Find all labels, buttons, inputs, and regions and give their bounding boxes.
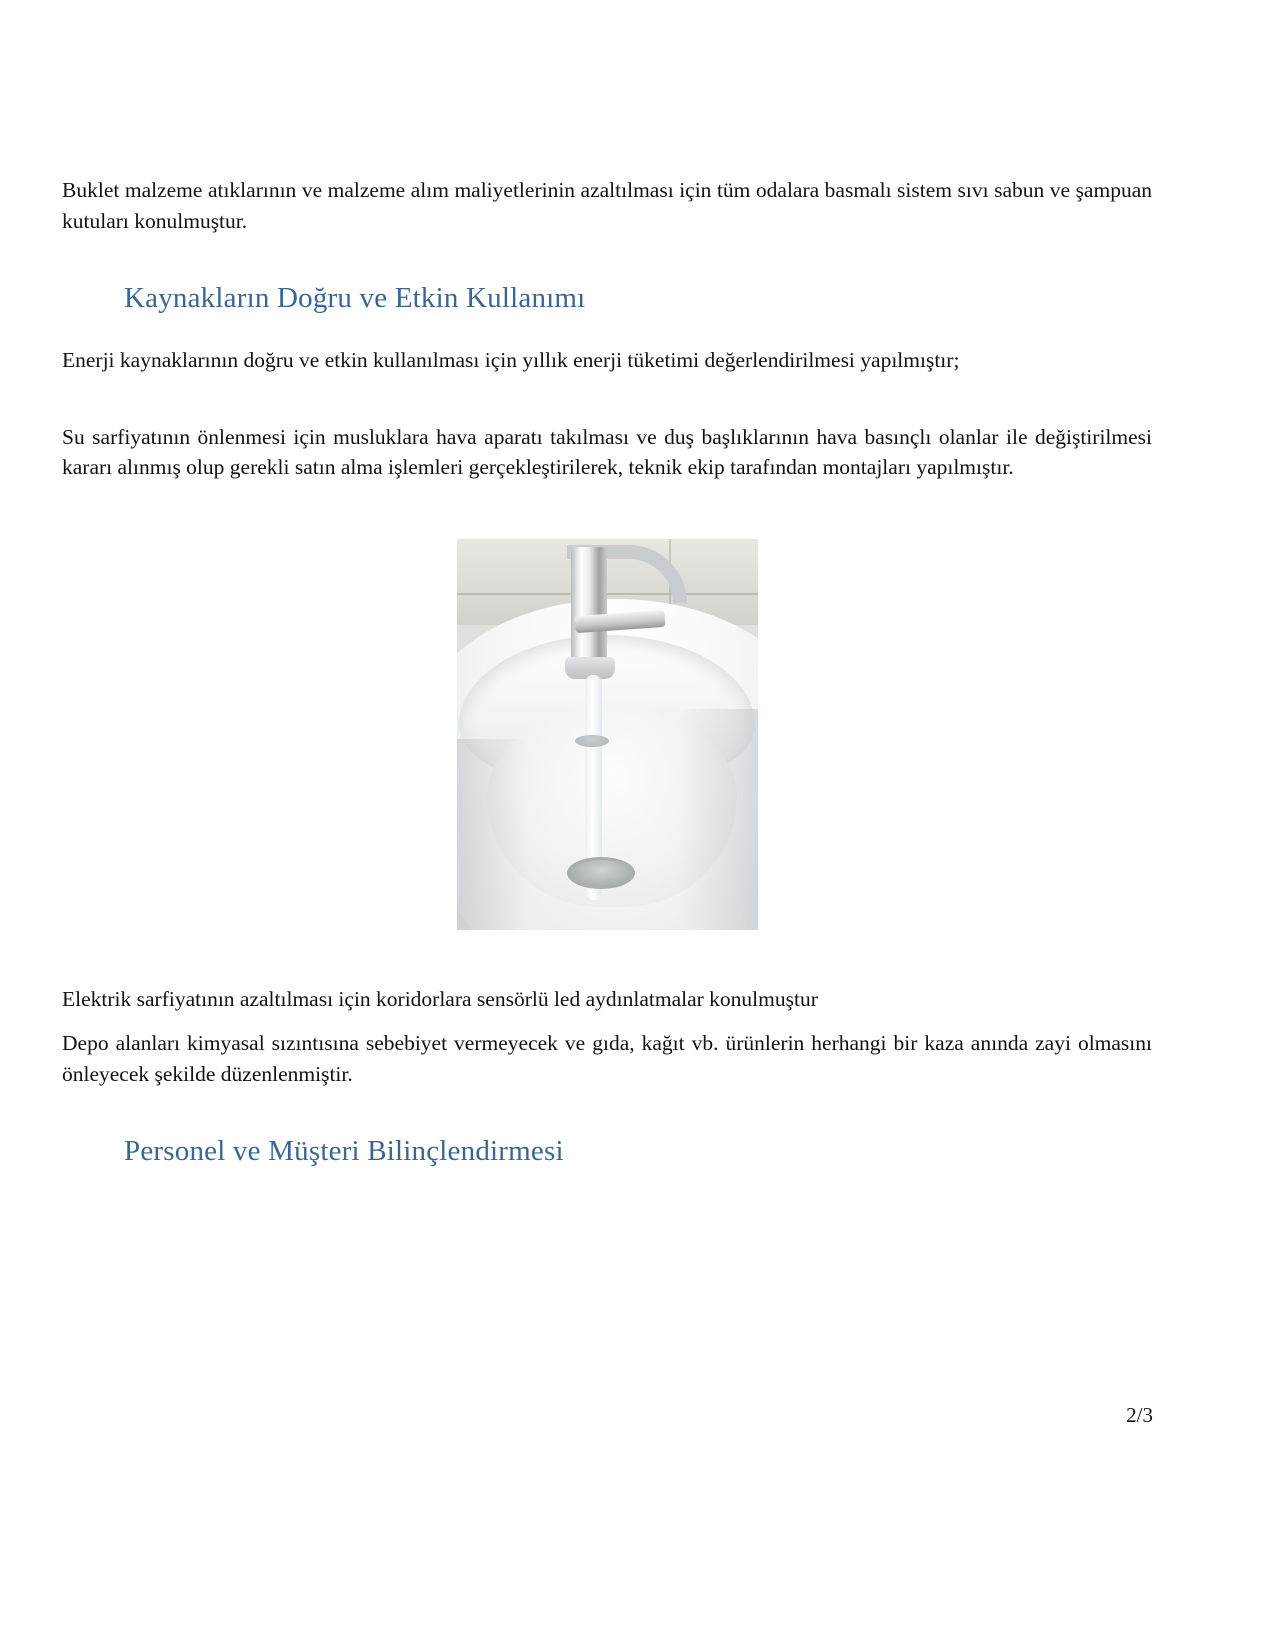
paragraph-storage: Depo alanları kimyasal sızıntısına sebebiyet vermeyecek ve gıda, kağıt vb. ürünlerin herhangi bir kaza anında zayi olmasını önleyecek şekilde düzenlenmiştir. xyxy=(62,1031,1152,1086)
spacer xyxy=(62,315,1152,345)
paragraph-intro: Buklet malzeme atıklarının ve malzeme alım maliyetlerinin azaltılması için tüm odalara basmalı sistem sıvı sabun ve şampuan kutuları konulmuştur. xyxy=(62,178,1152,233)
spacer xyxy=(62,1014,1152,1028)
paragraph-electric: Elektrik sarfiyatının azaltılması için koridorlara sensörlü led aydınlatmalar konulmuştur xyxy=(62,986,818,1011)
spacer xyxy=(62,1089,1152,1135)
photo-overflow-hole xyxy=(575,735,609,747)
paragraph-water: Su sarfiyatının önlenmesi için musluklara hava aparatı takılması ve duş başlıklarının hava basınçlı olanlar ile değiştirilmesi kararı alınmış olup gerekli satın alma işlemleri gerçekleştirilerek, teknik ekip tarafından montajları yapılmıştır. xyxy=(62,424,1152,480)
heading-resources: Kaynakların Doğru ve Etkin Kullanımı xyxy=(124,282,586,315)
photo-faucet-body xyxy=(571,547,607,671)
photo-shadow-right xyxy=(678,709,758,930)
photo-shadow-left xyxy=(457,739,527,930)
paragraph-energy: Enerji kaynaklarının doğru ve etkin kullanılması için yıllık enerji tüketimi değerlendirilmesi yapılmıştır; xyxy=(62,348,960,373)
spacer xyxy=(62,376,1152,422)
figure-faucet xyxy=(62,539,1152,930)
document-content xyxy=(62,175,1152,1168)
spacer xyxy=(62,236,1152,282)
heading-awareness: Personel ve Müşteri Bilinçlendirmesi xyxy=(124,1135,564,1168)
photo-drain xyxy=(567,857,635,889)
photo-running-faucet xyxy=(457,539,758,930)
page-number: 2/3 xyxy=(1126,1403,1153,1427)
